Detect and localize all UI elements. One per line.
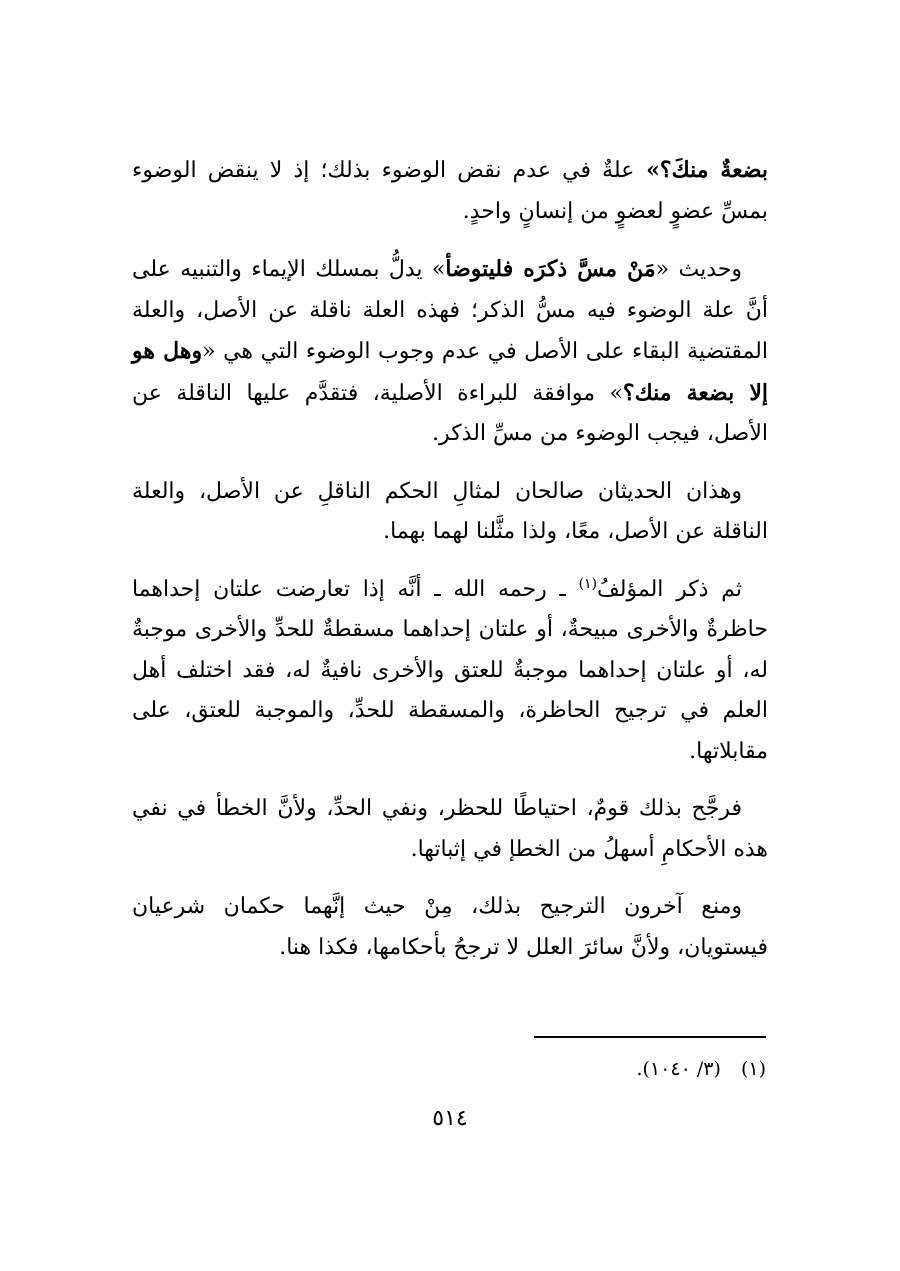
bold-text: مَنْ مسَّ ذكرَه فليتوضأ [445,256,656,282]
main-text [132,150,768,968]
footnote-reference: (١) [578,575,598,592]
footnote-marker: (١) [740,1058,766,1080]
text-run: ومنع آخرون الترجيح بذلك، مِنْ حيث إنَّهما حكمان شرعيان فيستويان، ولأنَّ سائرَ العلل لا ترجحُ بأحكامها، فكذا هنا. [132,894,768,960]
text-run: ثم ذكر المؤلفُ [597,576,742,602]
paragraph [132,789,768,870]
paragraph [132,150,768,232]
text-run: » موافقة للبراءة الأصلية، فتقدَّم عليها الناقلة عن الأصل، فيجب الوضوء من مسِّ الذكر. [132,380,768,446]
text-run: وهذان الحديثان صالحان لمثالِ الحكم الناقلِ عن الأصل، والعلة الناقلة عن الأصل، معًا، ولذا مثَّلنا لهما بهما. [132,478,768,544]
bold-text: بضعةٌ منكَ؟» [634,157,768,183]
page-number: ٥١٤ [432,1106,468,1131]
text-run: وحديث « [655,257,742,282]
paragraph [132,887,768,968]
paragraph [132,570,768,773]
footnote-text: (٣/ ١٠٤٠). [636,1058,721,1080]
bold-text: وهل هو إلا بضعة منك؟ [132,338,768,406]
paragraph [132,472,768,553]
text-run: فرجَّح بذلك قومٌ، احتياطًا للحظر، ونفي الحدِّ، ولأنَّ الخطأ في نفي هذه الأحكامِ أسهلُ من الخطإ في إثباتها. [132,796,768,862]
paragraph [132,249,768,455]
footnote-separator [534,1036,766,1038]
text-run: ـ رحمه الله ـ أنَّه إذا تعارضت علتان إحداهما حاظرةٌ والأخرى مبيحةٌ، أو علتان إحداهما مسقطةٌ للحدِّ والأخرى موجبةٌ له، أو علتان إحداهما موجبةٌ للعتق والأخرى نافيةٌ له، فقد اختلف أهل العلم في ترجيح الحاظرة، والمسقطة للحدِّ، والموجبة للعتق، على مقابلاتها. [132,576,768,764]
text-run: علةٌ في عدم نقض الوضوء بذلك؛ إذ لا ينقض الوضوء بمسِّ عضوٍ لعضوٍ من إنسانٍ واحدٍ. [132,158,768,224]
text-run: » يدلُّ بمسلك الإيماء والتنبيه على أنَّ علة الوضوء فيه مسُّ الذكر؛ فهذه العلة ناقلة عن الأصل، والعلة المقتضية البقاء على الأصل في عدم وجوب الوضوء التي هي « [132,257,768,364]
footnote [637,1056,766,1082]
